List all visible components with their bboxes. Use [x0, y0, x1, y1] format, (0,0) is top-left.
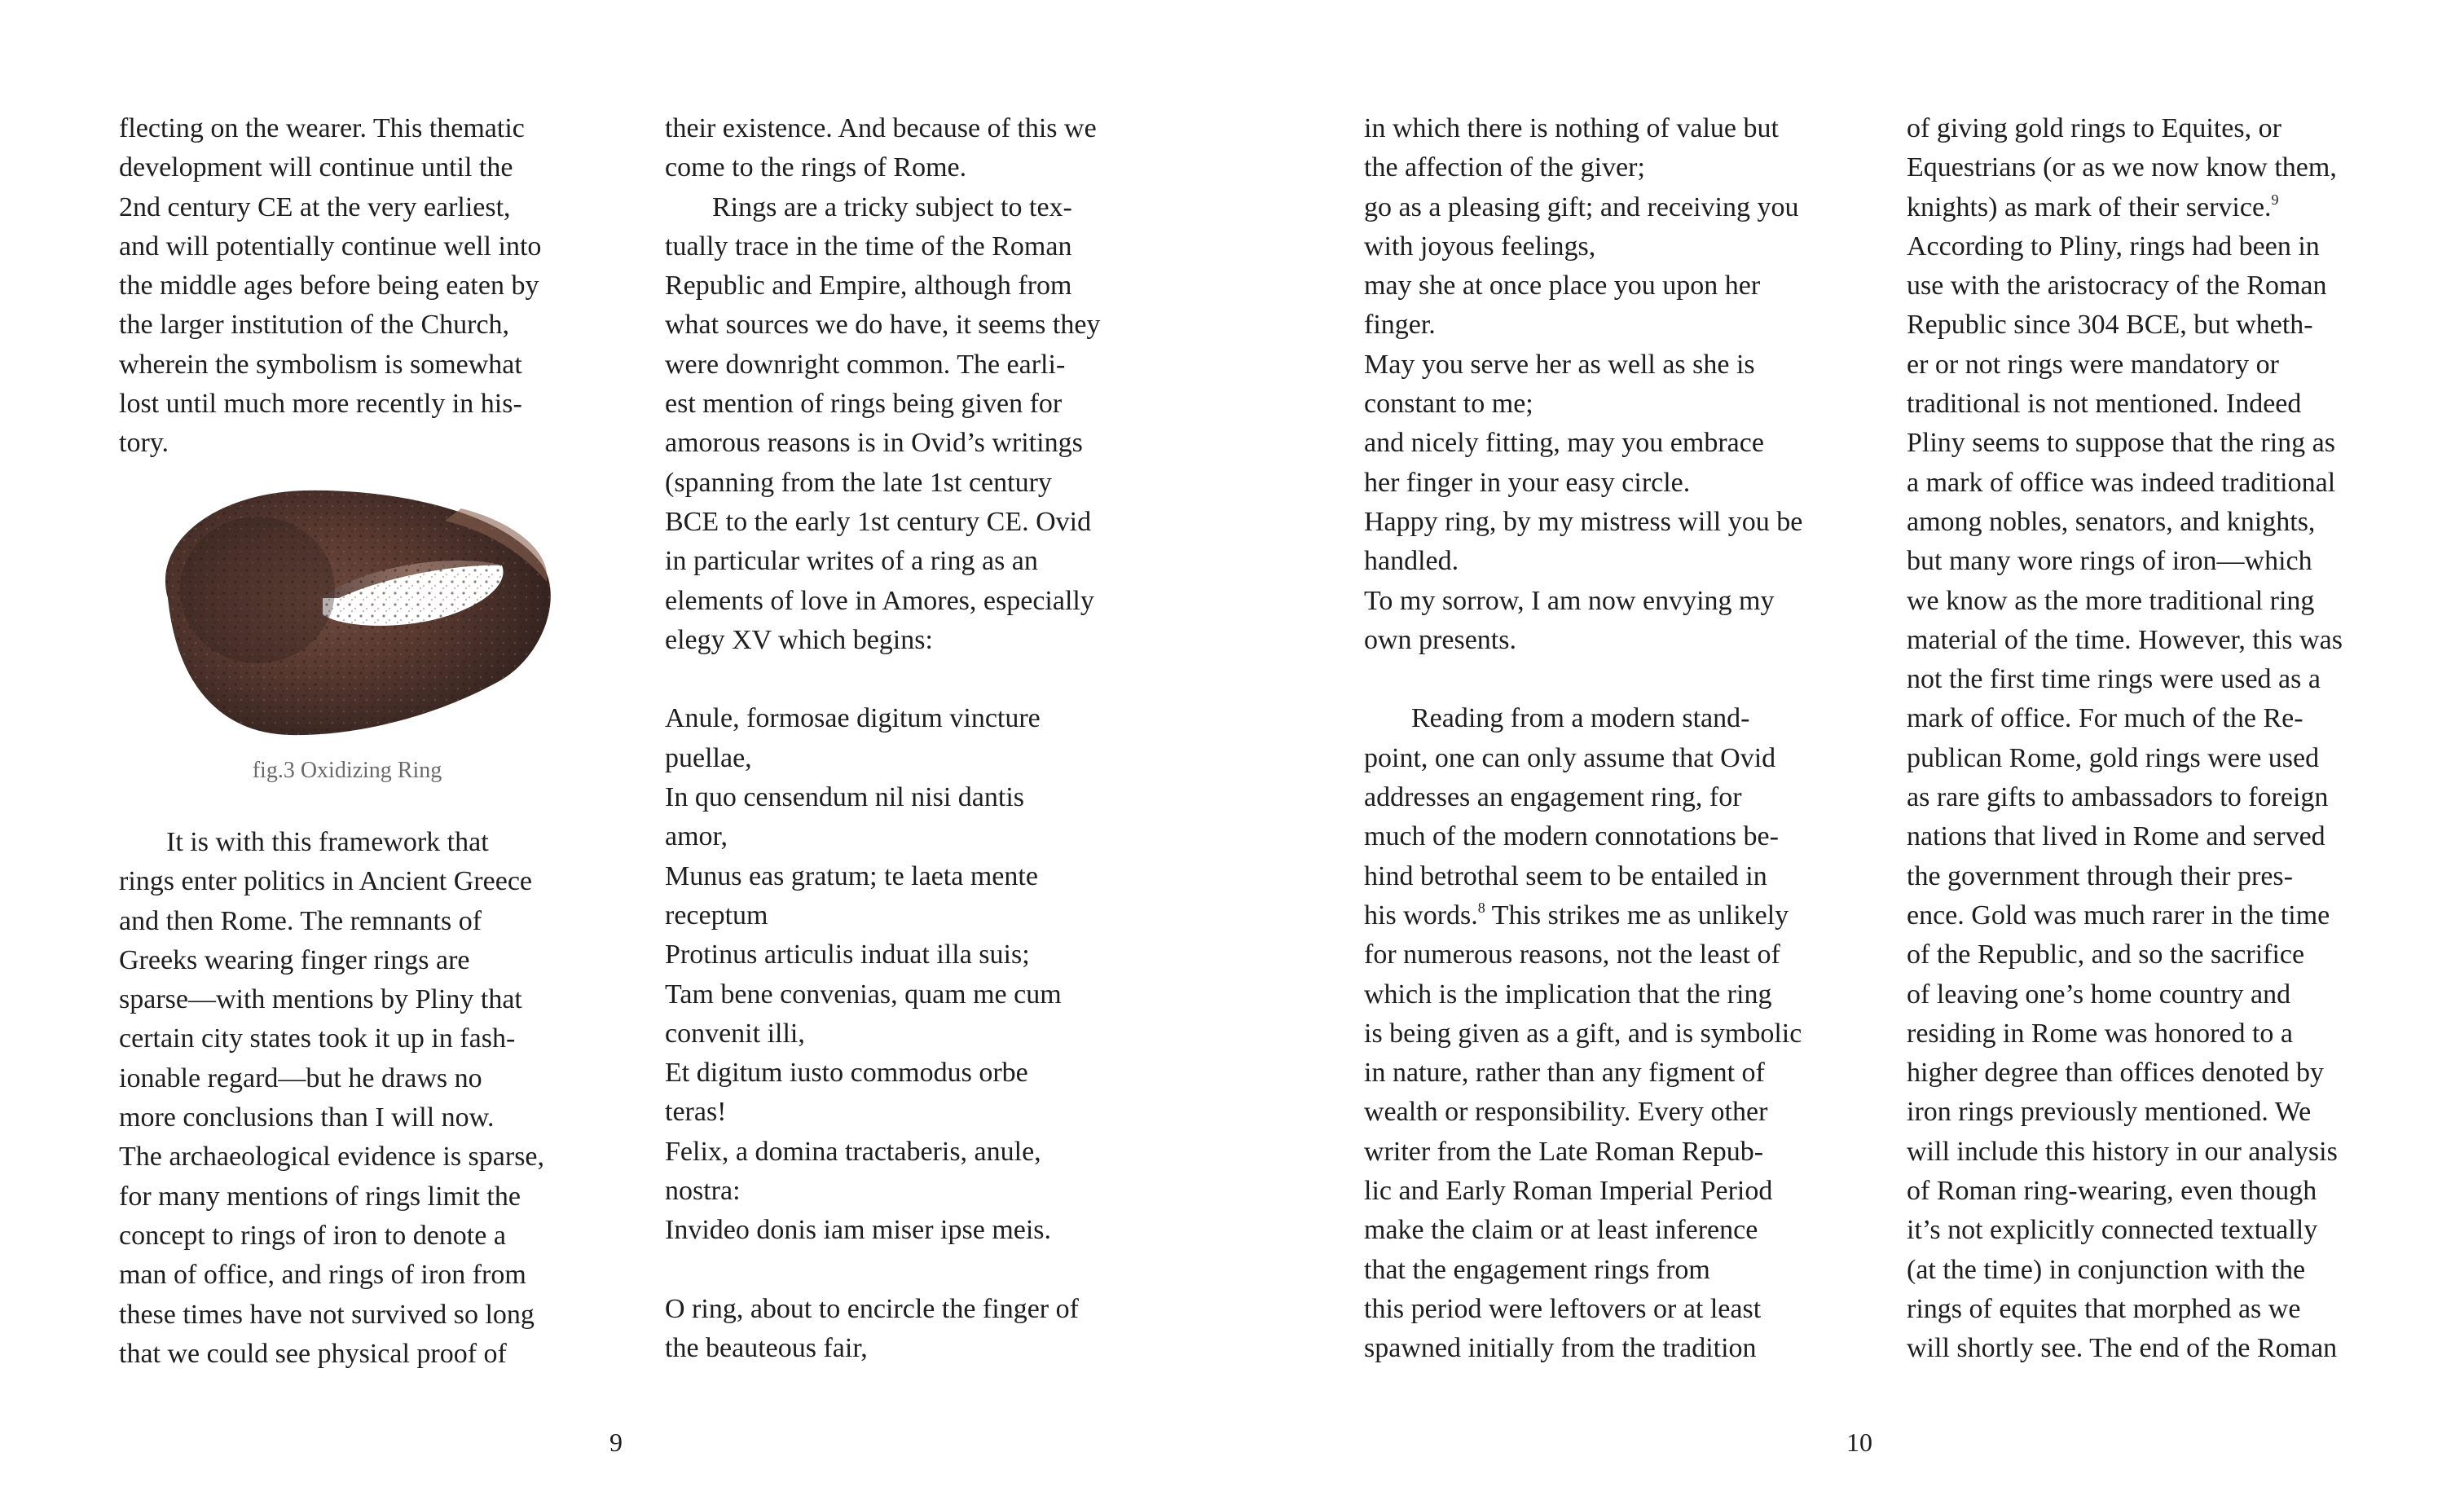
ring-image: [119, 476, 575, 753]
text-line: (spanning from the late 1st century: [665, 467, 1052, 498]
text-line: higher degree than offices denoted by: [1907, 1058, 2325, 1089]
poem-line: own presents.: [1364, 624, 1516, 655]
text-line: were downright common. The earli-: [665, 349, 1066, 380]
text-line: and will potentially continue well into: [119, 231, 542, 262]
poem-line: teras!: [665, 1097, 727, 1128]
poem-line: Tam bene convenias, quam me cum: [665, 979, 1062, 1010]
text-line: traditional is not mentioned. Indeed: [1907, 389, 2302, 420]
right-page: [1232, 0, 2464, 1496]
text-line: flecting on the wearer. This thematic: [119, 113, 525, 143]
text-line: of giving gold rings to Equites, or: [1907, 113, 2281, 143]
text-line: concept to rings of iron to denote a: [119, 1220, 506, 1251]
text-line: iron rings previously mentioned. We: [1907, 1097, 2312, 1128]
english-poem-continued: [1364, 109, 1845, 660]
text-line: er or not rings were mandatory or: [1907, 349, 2279, 380]
poem-line: the affection of the giver;: [1364, 152, 1645, 183]
footnote-ref[interactable]: 8: [1477, 899, 1485, 916]
text-line: certain city states took it up in fash-: [119, 1023, 516, 1054]
text-line: elegy XV which begins:: [665, 624, 933, 655]
text-line: rings enter politics in Ancient Greece: [119, 866, 532, 897]
poem-line: May you serve her as well as she is: [1364, 349, 1755, 380]
text-line: for many mentions of rings limit the: [119, 1181, 521, 1212]
text-fragment: knights) as mark of their service.: [1907, 191, 2272, 222]
text-line: lost until much more recently in his-: [119, 389, 522, 420]
text-line: and then Rome. The remnants of: [119, 905, 482, 936]
text-line: addresses an engagement ring, for: [1364, 782, 1742, 813]
text-line: spawned initially from the tradition: [1364, 1333, 1757, 1364]
text-line: BCE to the early 1st century CE. Ovid: [665, 506, 1092, 537]
text-line: make the claim or at least inference: [1364, 1215, 1758, 1246]
poem-line: constant to me;: [1364, 389, 1533, 420]
poem-line: finger.: [1364, 310, 1436, 341]
text-line: what sources we do have, it seems they: [665, 310, 1101, 341]
text-line: much of the modern connotations be-: [1364, 821, 1779, 852]
poem-line: the beauteous fair,: [665, 1333, 868, 1364]
text-line: point, one can only assume that Ovid: [1364, 742, 1776, 773]
poem-line: amor,: [665, 821, 728, 852]
poem-line: Happy ring, by my mistress will you be: [1364, 506, 1803, 537]
text-line: not the first time rings were used as a: [1907, 664, 2321, 695]
text-line: in nature, rather than any figment of: [1364, 1058, 1765, 1089]
text-line: Equestrians (or as we now know them,: [1907, 152, 2337, 183]
text-line: According to Pliny, rings had been in: [1907, 231, 2320, 262]
text-line: among nobles, senators, and knights,: [1907, 506, 2316, 537]
poem-line: Protinus articulis induat illa suis;: [665, 939, 1030, 970]
text-line: Republic and Empire, although from: [665, 271, 1072, 301]
text-line: of Roman ring-wearing, even though: [1907, 1176, 2317, 1207]
poem-line: may she at once place you upon her: [1364, 271, 1761, 301]
poem-line: her finger in your easy circle.: [1364, 467, 1691, 498]
text-line: material of the time. However, this was: [1907, 624, 2343, 655]
figure-caption: fig.3 Oxidizing Ring: [252, 758, 442, 783]
text-line: (at the time) in conjunction with the: [1907, 1254, 2306, 1285]
text-line: est mention of rings being given for: [665, 389, 1063, 420]
text-line: lic and Early Roman Imperial Period: [1364, 1176, 1773, 1207]
text-line: that we could see physical proof of: [119, 1338, 507, 1369]
latin-poem: [665, 699, 1146, 1250]
text-line: residing in Rome was honored to a: [1907, 1018, 2294, 1049]
text-line: man of office, and rings of iron from: [119, 1260, 526, 1291]
page-number: 9: [609, 1428, 623, 1457]
text-line: this period were leftovers or at least: [1364, 1293, 1762, 1324]
text-line: Reading from a modern stand-: [1411, 703, 1750, 734]
text-line: is being given as a gift, and is symbolic: [1364, 1018, 1802, 1049]
text-line: The archaeological evidence is sparse,: [119, 1142, 545, 1173]
left-column: [119, 109, 575, 464]
right-column-right-page: [1907, 109, 2387, 1369]
text-fragment: This strikes me as unlikely: [1485, 900, 1789, 931]
text-line: ionable regard—but he draws no: [119, 1063, 482, 1093]
text-line: use with the aristocracy of the Roman: [1907, 271, 2327, 301]
poem-line: In quo censendum nil nisi dantis: [665, 782, 1025, 813]
text-line: that the engagement rings from: [1364, 1254, 1710, 1285]
text-line: these times have not survived so long: [119, 1299, 535, 1330]
text-line: Rings are a tricky subject to tex-: [712, 191, 1072, 222]
text-line: wealth or responsibility. Every other: [1364, 1097, 1768, 1128]
text-line: we know as the more traditional ring: [1907, 585, 2315, 616]
poem-line: puellae,: [665, 742, 752, 773]
text-line: ence. Gold was much rarer in the time: [1907, 900, 2330, 931]
poem-line: To my sorrow, I am now envying my: [1364, 585, 1775, 616]
left-column-right-page: [1364, 109, 1845, 1369]
text-line: of leaving one’s home country and: [1907, 979, 2291, 1010]
text-line: It is with this framework that: [166, 827, 489, 857]
text-line: a mark of office was indeed traditional: [1907, 467, 2336, 498]
text-line: mark of office. For much of the Re-: [1907, 703, 2303, 734]
english-poem-start: [665, 1290, 1146, 1369]
text-line: the government through their pres-: [1907, 860, 2293, 891]
text-line: Pliny seems to suppose that the ring as: [1907, 428, 2336, 459]
poem-line: go as a pleasing gift; and receiving you: [1364, 191, 1799, 222]
text-line: in particular writes of a ring as an: [665, 546, 1038, 577]
text-line: nations that lived in Rome and served: [1907, 821, 2325, 852]
text-line: the larger institution of the Church,: [119, 310, 510, 341]
text-line: will include this history in our analysis: [1907, 1136, 2338, 1167]
text-line: as rare gifts to ambassadors to foreign: [1907, 782, 2329, 813]
poem-line: handled.: [1364, 546, 1459, 577]
text-line: which is the implication that the ring: [1364, 979, 1772, 1010]
text-line: rings of equites that morphed as we: [1907, 1293, 2301, 1324]
right-column-left-page: [665, 109, 1146, 1369]
text-line: [1907, 188, 2387, 227]
figure-oxidizing-ring: [119, 476, 575, 794]
text-line: 2nd century CE at the very earliest,: [119, 191, 511, 222]
text-line: will shortly see. The end of the Roman: [1907, 1333, 2338, 1364]
left-column-lower: [119, 823, 544, 1374]
poem-line: Munus eas gratum; te laeta mente: [665, 860, 1038, 891]
text-line: it’s not explicitly connected textually: [1907, 1215, 2318, 1246]
paragraph-continued: [119, 109, 575, 464]
text-line: writer from the Late Roman Repub-: [1364, 1136, 1764, 1167]
poem-line: Felix, a domina tractaberis, anule,: [665, 1136, 1041, 1167]
text-line: their existence. And because of this we: [665, 113, 1097, 143]
poem-line: in which there is nothing of value but: [1364, 113, 1779, 143]
page-number: 10: [1846, 1428, 1872, 1457]
text-fragment: his words.: [1364, 900, 1478, 931]
poem-line: O ring, about to encircle the finger of: [665, 1293, 1079, 1324]
poem-line: receptum: [665, 900, 768, 931]
text-line: development will continue until the: [119, 152, 513, 183]
text-line: tory.: [119, 428, 169, 459]
poem-line: and nicely fitting, may you embrace: [1364, 428, 1764, 459]
text-line: for numerous reasons, not the least of: [1364, 939, 1780, 970]
text-line: [1364, 896, 1845, 935]
text-line: Republic since 304 BCE, but wheth-: [1907, 310, 2313, 341]
text-line: hind betrothal seem to be entailed in: [1364, 860, 1767, 891]
paragraph: [1364, 699, 1845, 1368]
text-line: publican Rome, gold rings were used: [1907, 742, 2320, 773]
poem-line: convenit illi,: [665, 1018, 805, 1049]
text-line: amorous reasons is in Ovid’s writings: [665, 428, 1083, 459]
text-line: more conclusions than I will now.: [119, 1102, 495, 1133]
poem-line: Et digitum iusto commodus orbe: [665, 1058, 1028, 1089]
text-line: come to the rings of Rome.: [665, 152, 967, 183]
text-line: but many wore rings of iron—which: [1907, 546, 2312, 577]
text-line: wherein the symbolism is somewhat: [119, 349, 522, 380]
text-line: elements of love in Amores, especially: [665, 585, 1094, 616]
text-line: sparse—with mentions by Pliny that: [119, 984, 522, 1015]
poem-line: Anule, formosae digitum vincture: [665, 703, 1041, 734]
text-line: tually trace in the time of the Roman: [665, 231, 1072, 262]
poem-line: nostra:: [665, 1176, 741, 1207]
poem-line: with joyous feelings,: [1364, 231, 1596, 262]
text-line: the middle ages before being eaten by: [119, 271, 539, 301]
poem-line: Invideo donis iam miser ipse meis.: [665, 1215, 1052, 1246]
text-line: of the Republic, and so the sacrifice: [1907, 939, 2305, 970]
footnote-ref[interactable]: 9: [2271, 191, 2279, 208]
text-line: Greeks wearing finger rings are: [119, 944, 470, 975]
